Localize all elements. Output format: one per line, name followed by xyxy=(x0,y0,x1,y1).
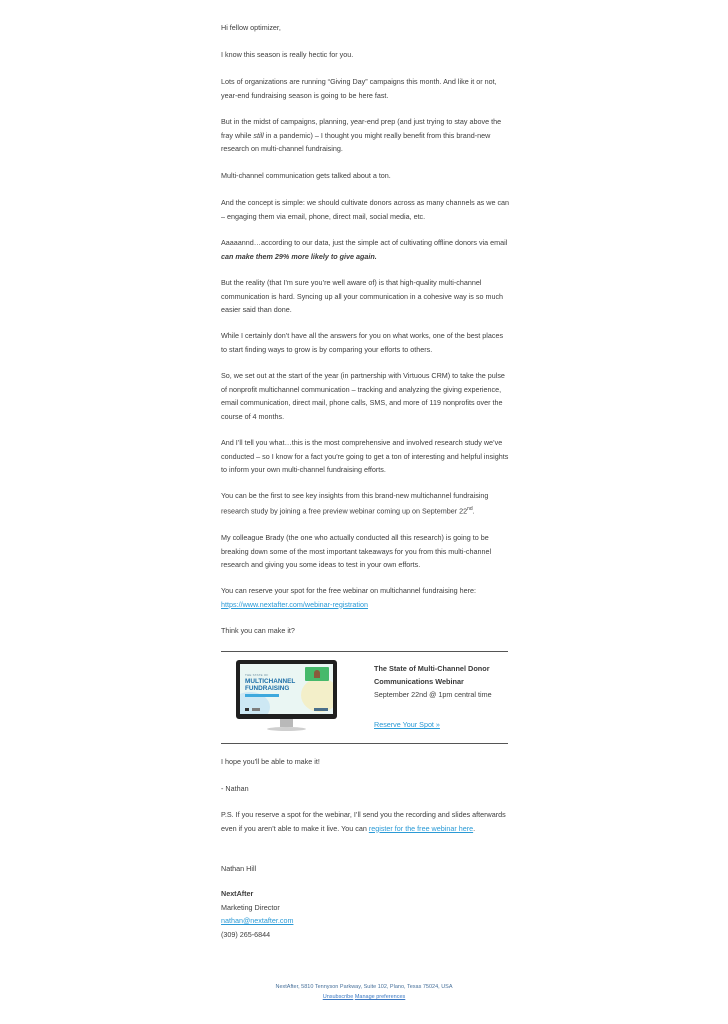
screen-title-line2: FUNDRAISING xyxy=(245,685,290,692)
divider-top xyxy=(221,651,508,652)
signature-company: NextAfter xyxy=(221,889,254,898)
divider-bottom xyxy=(221,743,508,744)
signature-name: Nathan Hill xyxy=(221,864,257,873)
promo-details xyxy=(374,662,510,732)
paragraph-reality: But the reality (that I’m sure you’re well aware of) is that high-quality multi-channel communication is hard. Syncing up all your communication in a cohesive way is so much easier said than done. xyxy=(221,278,504,314)
paragraph-ps: P.S. If you reserve a spot for the webinar, I’ll send you the recording and slides afterwards even if you aren’t able to make it live. You can register for the free webinar here. xyxy=(221,810,506,833)
paragraph-first-to-see: You can be the first to see key insights from this brand-new multichannel fundraising research study by joining a free preview webinar coming up on September 22nd. xyxy=(221,491,489,515)
paragraph-research-intro: But in the midst of campaigns, planning, year-end prep (and just trying to stay above the fray while still in a pandemic) – I thought you might really benefit from this brand-new research on multi-channel fundraising. xyxy=(221,117,502,153)
webinar-monitor-image[interactable] xyxy=(236,660,337,734)
reserve-spot-link[interactable]: Reserve Your Spot » xyxy=(374,720,440,730)
webinar-registration-link[interactable]: https://www.nextafter.com/webinar-registration xyxy=(221,599,369,609)
paragraph-talked-about: Multi-channel communication gets talked about a ton. xyxy=(221,171,391,180)
footer-address: NextAfter, 5810 Tennyson Parkway, Suite 102, Plano, Texas 75024, USA xyxy=(275,984,453,990)
paragraph-hope: I hope you'll be able to make it! xyxy=(221,757,320,766)
promo-title: The State of Multi-Channel Donor Communications Webinar xyxy=(374,664,490,687)
signature-block xyxy=(221,887,511,941)
manage-preferences-link[interactable]: Manage preferences xyxy=(354,994,406,1000)
greeting: Hi fellow optimizer, xyxy=(221,23,281,32)
paragraph-comparing: While I certainly don’t have all the answers for you on what works, one of the best places to start finding ways to grow is by comparing your efforts to others. xyxy=(221,331,504,354)
promo-date: September 22nd @ 1pm central time xyxy=(374,690,492,700)
paragraph-hectic: I know this season is really hectic for you. xyxy=(221,50,354,59)
signature-email-link[interactable]: nathan@nextafter.com xyxy=(221,916,294,925)
footer-links xyxy=(0,994,728,1000)
register-free-webinar-link[interactable]: register for the free webinar here xyxy=(368,823,474,833)
paragraph-brady: My colleague Brady (the one who actually conducted all this research) is going to be breaking down some of the most important takeaways for you from this multi-channel research and giving you some ideas to test in your own efforts. xyxy=(221,533,492,569)
paragraph-comprehensive: And I’ll tell you what…this is the most comprehensive and involved research study we’ve conducted – so I know for a fact you’re going to get a ton of interesting and helpful insights to inform your own multi-channel fundraising efforts. xyxy=(221,438,509,474)
screen-bar xyxy=(245,694,279,697)
signature-phone: (309) 265-6844 xyxy=(221,929,271,939)
paragraph-reserve: You can reserve your spot for the free webinar on multichannel fundraising here: https://www.nextafter.com/webinar-registration xyxy=(221,586,477,609)
paragraph-data-stat: Aaaaannd…according to our data, just the simple act of cultivating offline donors via email can make them 29% more likely to give again. xyxy=(221,238,508,261)
monitor-base xyxy=(267,727,306,731)
signature-role: Marketing Director xyxy=(221,902,280,912)
monitor-screen xyxy=(240,664,333,714)
paragraph-nathan: - Nathan xyxy=(221,784,249,793)
monitor-stand xyxy=(280,719,293,727)
paragraph-study-setup: So, we set out at the start of the year (in partnership with Virtuous CRM) to take the pulse of nonprofit multichannel communication – tracking and analyzing the giving experience, email communication, direct mail, phone calls, SMS, and more of 119 nonprofits over the course of 4 months. xyxy=(221,371,505,421)
screen-title-line1: MULTICHANNEL xyxy=(245,678,296,685)
screen-small-text: THE STATE OF xyxy=(245,673,269,677)
monitor-frame xyxy=(236,660,337,719)
unsubscribe-link[interactable]: Unsubscribe xyxy=(322,994,354,1000)
screen-video-thumb xyxy=(305,667,329,681)
paragraph-make-it: Think you can make it? xyxy=(221,626,295,635)
paragraph-giving-day: Lots of organizations are running “Giving Day” campaigns this month. And like it or not, year-end fundraising season is going to be here fast. xyxy=(221,77,497,100)
paragraph-concept: And the concept is simple: we should cultivate donors across as many channels as we can – engaging them via email, phone, direct mail, social media, etc. xyxy=(221,198,510,221)
